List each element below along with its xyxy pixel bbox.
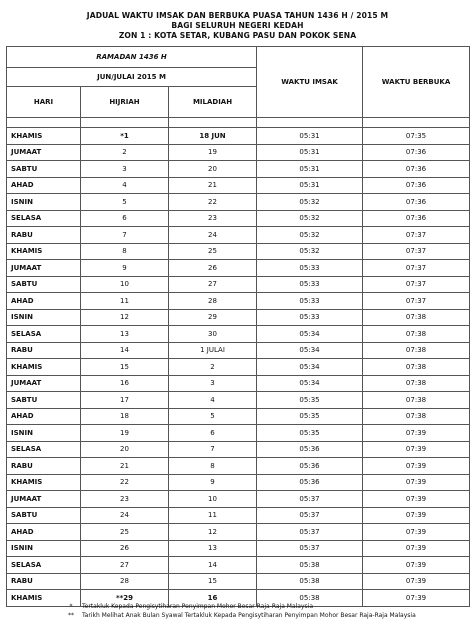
berbuka-time-cell: 07:39: [363, 524, 470, 541]
hijri-date-cell: 15: [81, 359, 169, 376]
berbuka-time-cell: 07:39: [363, 540, 470, 557]
imsak-time-cell: 05:37: [257, 491, 363, 508]
col-header-hijriah: HIJRIAH: [81, 87, 169, 118]
hijri-date-cell: 19: [81, 425, 169, 442]
berbuka-time-cell: 07:37: [363, 293, 470, 310]
berbuka-time-cell: 07:39: [363, 458, 470, 475]
table-row: [7, 392, 470, 409]
gregorian-date-cell: 1 JULAI: [169, 342, 257, 359]
gregorian-date-cell: 18 JUN: [169, 128, 257, 145]
gregorian-date-cell: 6: [169, 425, 257, 442]
table-row: [7, 309, 470, 326]
hijri-date-cell: 4: [81, 177, 169, 194]
table-row: [7, 524, 470, 541]
day-cell: AHAD: [7, 408, 81, 425]
day-cell: JUMAAT: [7, 491, 81, 508]
imsak-time-cell: 05:33: [257, 260, 363, 277]
table-row: [7, 458, 470, 475]
berbuka-time-cell: 07:38: [363, 326, 470, 343]
imsak-time-cell: 05:38: [257, 590, 363, 607]
table-row: [7, 441, 470, 458]
hijri-date-cell: 3: [81, 161, 169, 178]
hijri-date-cell: 17: [81, 392, 169, 409]
spacer-row: [7, 118, 470, 128]
gregorian-date-cell: 28: [169, 293, 257, 310]
gregorian-date-cell: 8: [169, 458, 257, 475]
table-row: [7, 177, 470, 194]
hijri-date-cell: 9: [81, 260, 169, 277]
day-cell: RABU: [7, 458, 81, 475]
header-title: JADUAL WAKTU IMSAK DAN BERBUKA PUASA TAHUN 1436 H / 2015 M: [86, 11, 389, 20]
gregorian-date-cell: 5: [169, 408, 257, 425]
day-cell: AHAD: [7, 293, 81, 310]
hijri-date-cell: 22: [81, 474, 169, 491]
table-row: [7, 128, 470, 145]
gregorian-date-cell: 11: [169, 507, 257, 524]
gregorian-date-cell: 30: [169, 326, 257, 343]
gregorian-date-cell: 29: [169, 309, 257, 326]
header-row-ramadan: [7, 47, 470, 68]
table-row: [7, 243, 470, 260]
berbuka-time-cell: 07:38: [363, 359, 470, 376]
table-row: [7, 342, 470, 359]
berbuka-time-cell: 07:39: [363, 590, 470, 607]
hijri-date-cell: 23: [81, 491, 169, 508]
berbuka-time-cell: 07:39: [363, 425, 470, 442]
ramadan-label: RAMADAN 1436 H: [7, 47, 257, 68]
table-row: [7, 194, 470, 211]
gregorian-date-cell: 20: [169, 161, 257, 178]
imsak-time-cell: 05:36: [257, 458, 363, 475]
table-row: [7, 161, 470, 178]
table-row: [7, 144, 470, 161]
berbuka-time-cell: 07:38: [363, 392, 470, 409]
gregorian-date-cell: 23: [169, 210, 257, 227]
berbuka-time-cell: 07:38: [363, 408, 470, 425]
day-cell: ISNIN: [7, 309, 81, 326]
day-cell: KHAMIS: [7, 474, 81, 491]
table-row: [7, 540, 470, 557]
berbuka-time-cell: 07:36: [363, 161, 470, 178]
gregorian-date-cell: 19: [169, 144, 257, 161]
gregorian-date-cell: 4: [169, 392, 257, 409]
imsak-time-cell: 05:32: [257, 243, 363, 260]
col-header-berbuka: WAKTU BERBUKA: [363, 47, 470, 118]
table-row: [7, 326, 470, 343]
month-label: JUN/JULAI 2015 M: [7, 68, 257, 87]
hijri-date-cell: 6: [81, 210, 169, 227]
hijri-date-cell: 14: [81, 342, 169, 359]
gregorian-date-cell: 25: [169, 243, 257, 260]
hijri-date-cell: 18: [81, 408, 169, 425]
col-header-hari: HARI: [7, 87, 81, 118]
berbuka-time-cell: 07:36: [363, 144, 470, 161]
table-row: [7, 210, 470, 227]
berbuka-time-cell: 07:39: [363, 573, 470, 590]
imsak-time-cell: 05:31: [257, 177, 363, 194]
hijri-date-cell: 24: [81, 507, 169, 524]
imsak-time-cell: 05:31: [257, 144, 363, 161]
imsak-time-cell: 05:37: [257, 540, 363, 557]
header-zone: ZON 1 : KOTA SETAR, KUBANG PASU DAN POKOK SENA: [118, 31, 357, 40]
gregorian-date-cell: 24: [169, 227, 257, 244]
imsak-time-cell: 05:34: [257, 326, 363, 343]
imsak-time-cell: 05:36: [257, 441, 363, 458]
gregorian-date-cell: 3: [169, 375, 257, 392]
gregorian-date-cell: 26: [169, 260, 257, 277]
day-cell: ISNIN: [7, 425, 81, 442]
header-state: BAGI SELURUH NEGERI KEDAH: [171, 21, 304, 30]
gregorian-date-cell: 16: [169, 590, 257, 607]
hijri-date-cell: 10: [81, 276, 169, 293]
footnote-text: Tarikh Melihat Anak Bulan Syawal Tertakluk Kepada Pengisytiharan Penyimpan Mohor Besar Raja-Raja Malaysia: [82, 612, 416, 619]
imsak-time-cell: 05:38: [257, 557, 363, 574]
berbuka-time-cell: 07:39: [363, 557, 470, 574]
berbuka-time-cell: 07:38: [363, 342, 470, 359]
table-row: [7, 425, 470, 442]
hijri-date-cell: 27: [81, 557, 169, 574]
day-cell: JUMAAT: [7, 375, 81, 392]
berbuka-time-cell: 07:36: [363, 177, 470, 194]
imsak-time-cell: 05:32: [257, 210, 363, 227]
gregorian-date-cell: 7: [169, 441, 257, 458]
imsak-time-cell: 05:34: [257, 342, 363, 359]
berbuka-time-cell: 07:39: [363, 441, 470, 458]
footnote-2: [60, 611, 440, 620]
imsak-time-cell: 05:32: [257, 227, 363, 244]
imsak-time-cell: 05:31: [257, 128, 363, 145]
imsak-time-cell: 05:33: [257, 276, 363, 293]
hijri-date-cell: 28: [81, 573, 169, 590]
table-row: [7, 491, 470, 508]
imsak-time-cell: 05:34: [257, 375, 363, 392]
gregorian-date-cell: 15: [169, 573, 257, 590]
day-cell: AHAD: [7, 177, 81, 194]
hijri-date-cell: 21: [81, 458, 169, 475]
table-row: [7, 260, 470, 277]
gregorian-date-cell: 22: [169, 194, 257, 211]
footnote-mark: *: [69, 603, 73, 610]
imsak-time-cell: 05:35: [257, 408, 363, 425]
day-cell: RABU: [7, 342, 81, 359]
day-cell: SABTU: [7, 507, 81, 524]
schedule-table-body: [7, 47, 470, 607]
day-cell: SABTU: [7, 276, 81, 293]
day-cell: KHAMIS: [7, 243, 81, 260]
imsak-time-cell: 05:38: [257, 573, 363, 590]
day-cell: RABU: [7, 227, 81, 244]
day-cell: SELASA: [7, 210, 81, 227]
table-row: [7, 474, 470, 491]
col-header-imsak: WAKTU IMSAK: [257, 47, 363, 118]
table-row: [7, 359, 470, 376]
imsak-time-cell: 05:35: [257, 425, 363, 442]
col-header-miladiah: MILADIAH: [169, 87, 257, 118]
footnote-1: [60, 602, 440, 611]
day-cell: KHAMIS: [7, 359, 81, 376]
berbuka-time-cell: 07:35: [363, 128, 470, 145]
gregorian-date-cell: 21: [169, 177, 257, 194]
gregorian-date-cell: 27: [169, 276, 257, 293]
gregorian-date-cell: 13: [169, 540, 257, 557]
berbuka-time-cell: 07:37: [363, 276, 470, 293]
footnote-mark: **: [68, 612, 74, 619]
hijri-date-cell: 7: [81, 227, 169, 244]
hijri-date-cell: 25: [81, 524, 169, 541]
berbuka-time-cell: 07:37: [363, 243, 470, 260]
berbuka-time-cell: 07:39: [363, 474, 470, 491]
day-cell: RABU: [7, 573, 81, 590]
day-cell: SABTU: [7, 161, 81, 178]
day-cell: KHAMIS: [7, 590, 81, 607]
gregorian-date-cell: 2: [169, 359, 257, 376]
imsak-time-cell: 05:32: [257, 194, 363, 211]
day-cell: SELASA: [7, 326, 81, 343]
footnote-text: Tertakluk Kepada Pengisytiharan Penyimpan Mohor Besar Raja-Raja Malaysia: [82, 603, 314, 610]
gregorian-date-cell: 12: [169, 524, 257, 541]
day-cell: AHAD: [7, 524, 81, 541]
berbuka-time-cell: 07:39: [363, 507, 470, 524]
gregorian-date-cell: 9: [169, 474, 257, 491]
gregorian-date-cell: 14: [169, 557, 257, 574]
hijri-date-cell: *1: [81, 128, 169, 145]
day-cell: SELASA: [7, 441, 81, 458]
table-row: [7, 573, 470, 590]
imsak-time-cell: 05:36: [257, 474, 363, 491]
hijri-date-cell: 12: [81, 309, 169, 326]
imsak-time-cell: 05:33: [257, 293, 363, 310]
imsak-time-cell: 05:31: [257, 161, 363, 178]
day-cell: ISNIN: [7, 540, 81, 557]
imsak-time-cell: 05:37: [257, 524, 363, 541]
table-row: [7, 557, 470, 574]
table-row: [7, 507, 470, 524]
day-cell: ISNIN: [7, 194, 81, 211]
hijri-date-cell: 2: [81, 144, 169, 161]
table-row: [7, 408, 470, 425]
day-cell: SELASA: [7, 557, 81, 574]
berbuka-time-cell: 07:36: [363, 210, 470, 227]
berbuka-time-cell: 07:36: [363, 194, 470, 211]
day-cell: KHAMIS: [7, 128, 81, 145]
berbuka-time-cell: 07:37: [363, 260, 470, 277]
document-header: [0, 11, 475, 41]
day-cell: SABTU: [7, 392, 81, 409]
gregorian-date-cell: 10: [169, 491, 257, 508]
hijri-date-cell: 16: [81, 375, 169, 392]
hijri-date-cell: 13: [81, 326, 169, 343]
schedule-table: [6, 46, 470, 607]
berbuka-time-cell: 07:38: [363, 375, 470, 392]
table-row: [7, 276, 470, 293]
berbuka-time-cell: 07:37: [363, 227, 470, 244]
imsak-time-cell: 05:33: [257, 309, 363, 326]
day-cell: JUMAAT: [7, 260, 81, 277]
table-row: [7, 227, 470, 244]
berbuka-time-cell: 07:39: [363, 491, 470, 508]
hijri-date-cell: 26: [81, 540, 169, 557]
imsak-time-cell: 05:35: [257, 392, 363, 409]
day-cell: JUMAAT: [7, 144, 81, 161]
hijri-date-cell: 20: [81, 441, 169, 458]
hijri-date-cell: 8: [81, 243, 169, 260]
table-row: [7, 293, 470, 310]
hijri-date-cell: **29: [81, 590, 169, 607]
imsak-time-cell: 05:37: [257, 507, 363, 524]
hijri-date-cell: 11: [81, 293, 169, 310]
imsak-time-cell: 05:34: [257, 359, 363, 376]
hijri-date-cell: 5: [81, 194, 169, 211]
berbuka-time-cell: 07:38: [363, 309, 470, 326]
footnotes: [60, 602, 440, 620]
table-row: [7, 375, 470, 392]
